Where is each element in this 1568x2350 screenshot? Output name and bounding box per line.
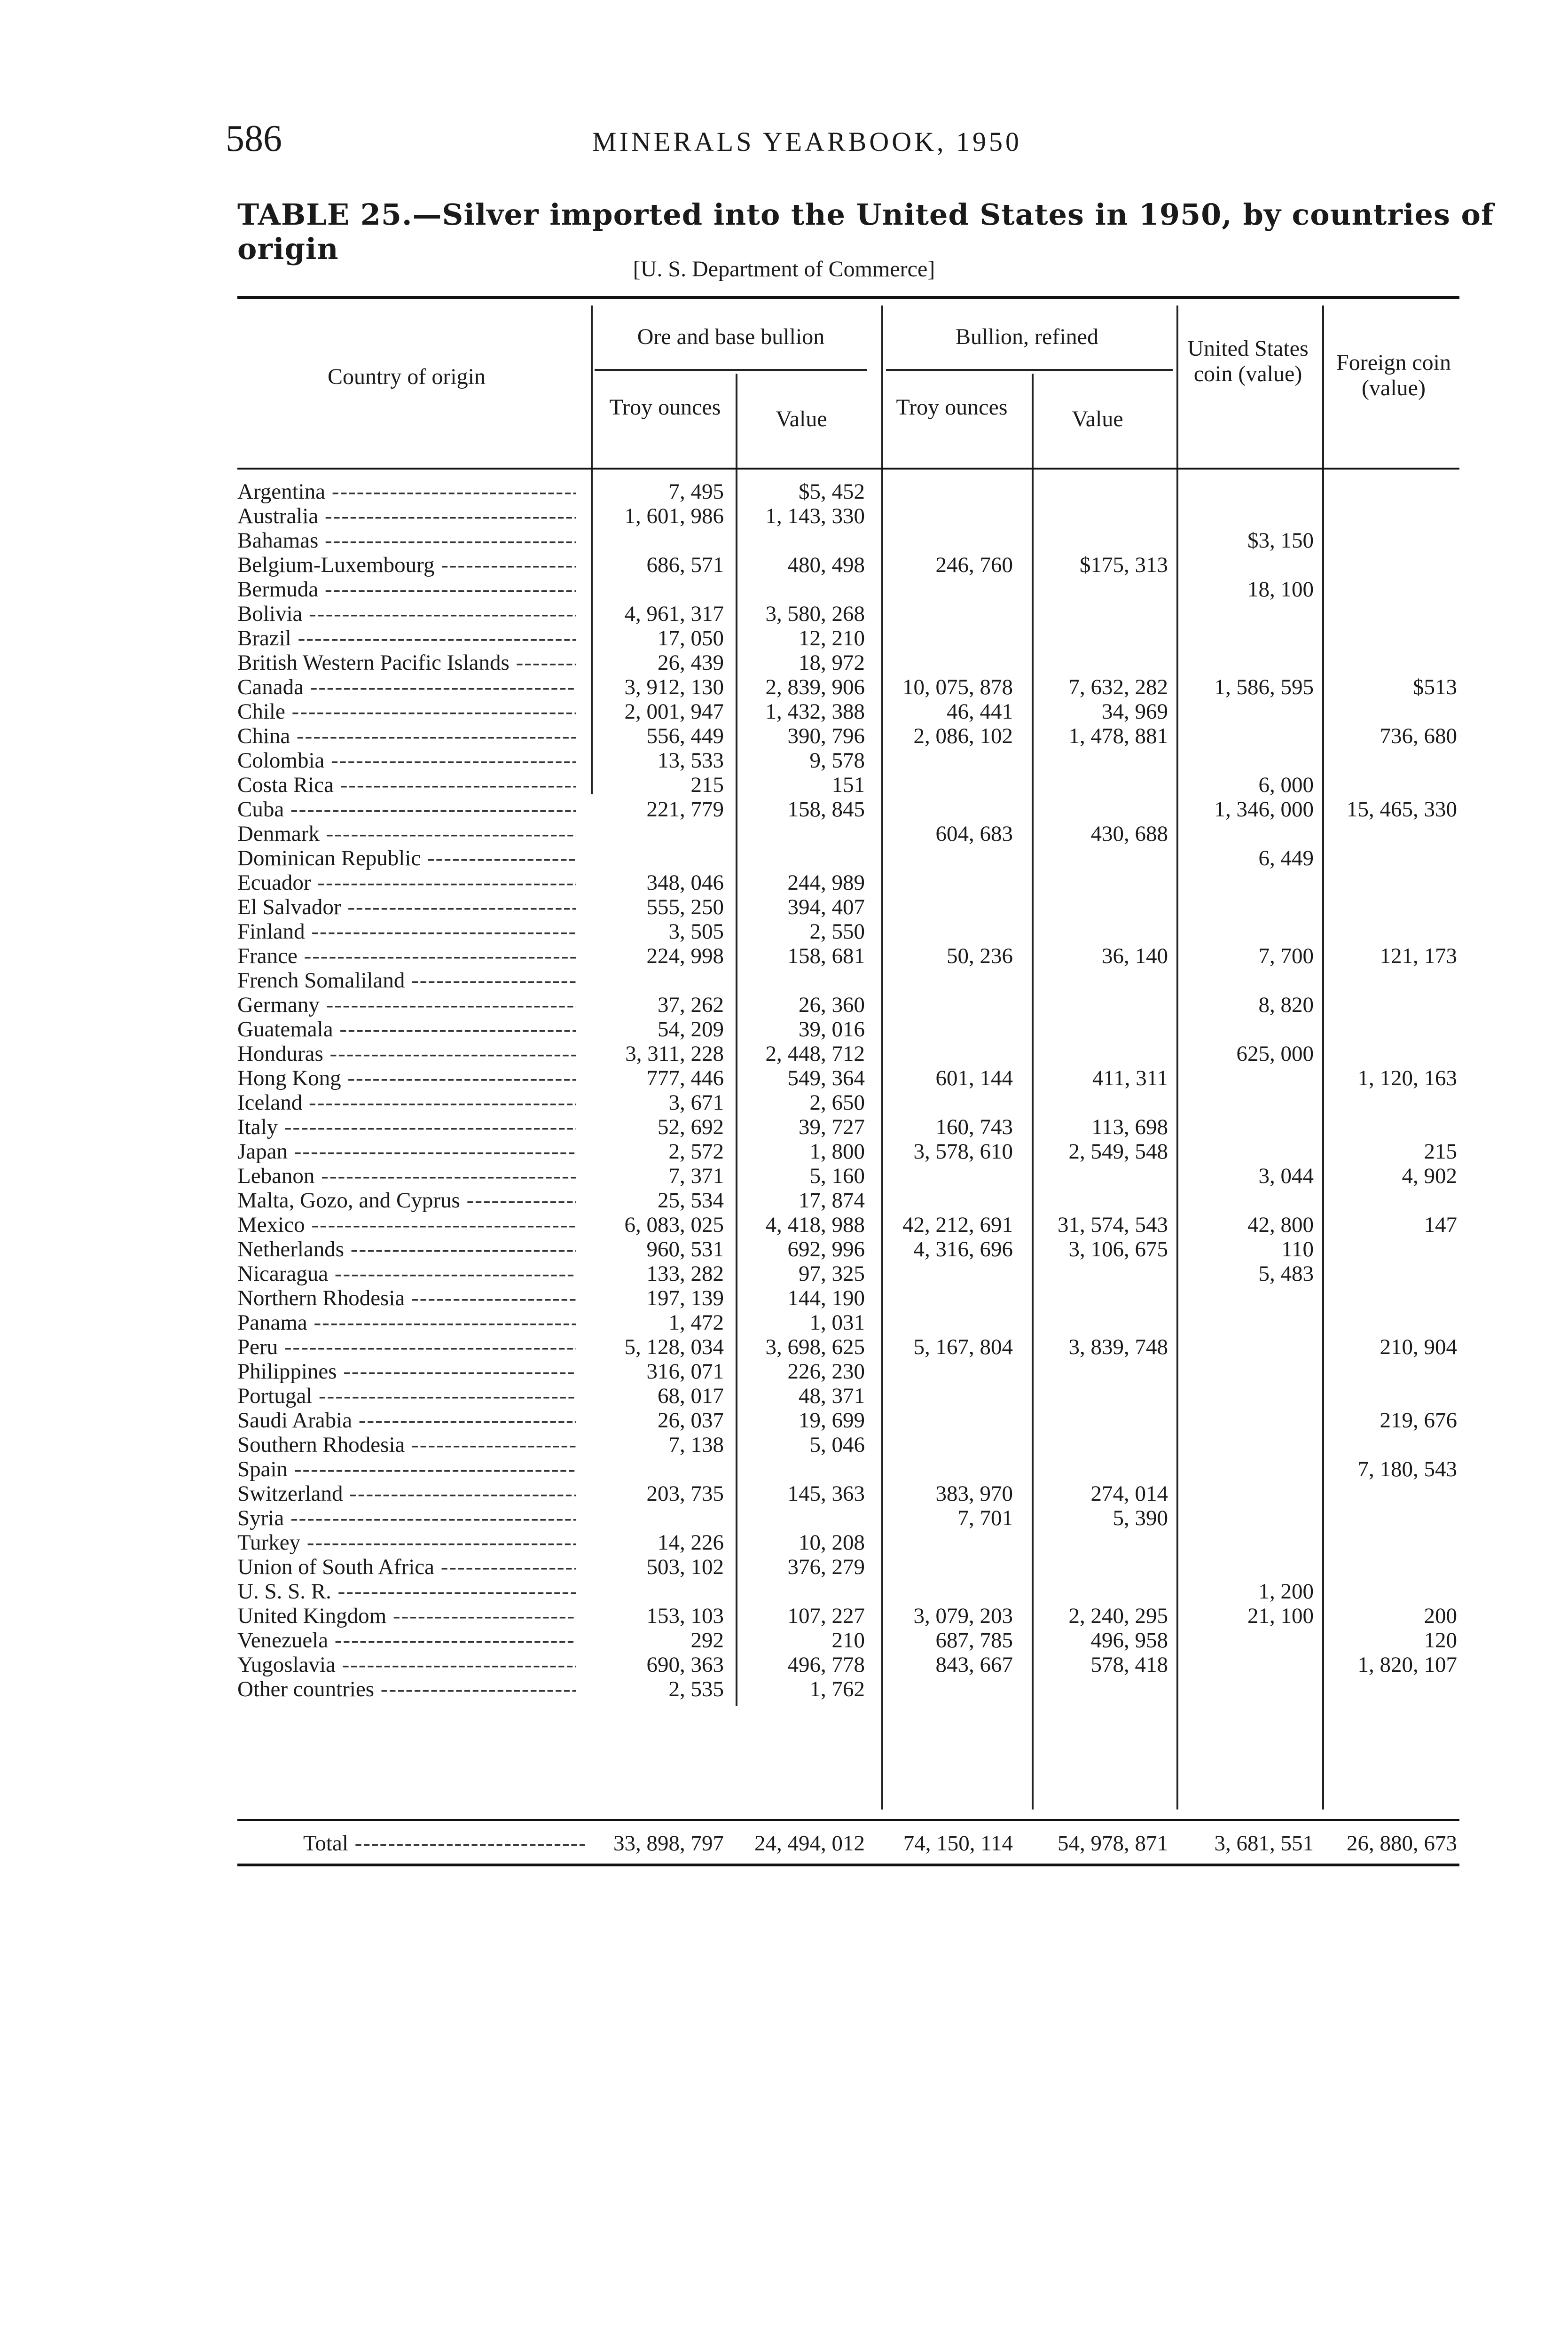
row-bullion-value: 1, 478, 881 [1068, 724, 1168, 748]
row-country: French Somaliland ----- [237, 968, 576, 993]
row-ore-value: 158, 845 [787, 797, 865, 822]
row-ore-value: 226, 230 [787, 1359, 865, 1384]
row-country: Malta, Gozo, and Cyprus ----- [237, 1188, 576, 1213]
row-bullion-value: 578, 418 [1090, 1653, 1168, 1677]
table-row [237, 528, 1459, 553]
row-country: Venezuela ----- [237, 1628, 576, 1653]
row-bullion-value: 31, 574, 543 [1058, 1213, 1168, 1237]
table-title: TABLE 25.—Silver imported into the United States in 1950, by countries of origin [237, 197, 1494, 266]
table-row [237, 577, 1459, 602]
row-ore-value: 26, 360 [799, 993, 865, 1017]
row-ore-value: 2, 650 [809, 1090, 865, 1115]
header-us-coin: United States coin (value) [1187, 336, 1309, 386]
table-row [237, 870, 1459, 895]
row-ore-troy-ounces: 503, 102 [646, 1555, 724, 1579]
row-ore-troy-ounces: 7, 138 [668, 1433, 724, 1457]
row-ore-value: 1, 762 [809, 1677, 865, 1701]
row-ore-troy-ounces: 14, 226 [658, 1530, 724, 1555]
table-row [237, 1604, 1459, 1628]
row-bullion-value: 430, 688 [1090, 822, 1168, 846]
table-row [237, 479, 1459, 504]
row-ore-troy-ounces: 7, 371 [668, 1164, 724, 1188]
row-ore-troy-ounces: 2, 001, 947 [624, 699, 724, 724]
row-ore-troy-ounces: 52, 692 [658, 1115, 724, 1139]
row-foreign-coin: 147 [1424, 1213, 1457, 1237]
table-row [237, 504, 1459, 528]
table-row [237, 1066, 1459, 1090]
row-country: Portugal ----- [237, 1384, 576, 1408]
row-ore-troy-ounces: 37, 262 [658, 993, 724, 1017]
table-row [237, 602, 1459, 626]
row-ore-troy-ounces: 555, 250 [646, 895, 724, 919]
table-row [237, 797, 1459, 822]
row-ore-value: 549, 364 [787, 1066, 865, 1090]
row-ore-value: 394, 407 [787, 895, 865, 919]
row-bullion-troy-ounces: 843, 667 [935, 1653, 1013, 1677]
table-row [237, 846, 1459, 870]
row-country: Bermuda ----- [237, 577, 576, 602]
table-row [237, 968, 1459, 993]
row-ore-troy-ounces: 690, 363 [646, 1653, 724, 1677]
row-foreign-coin: 200 [1424, 1604, 1457, 1628]
total-ore-value: 24, 494, 012 [754, 1831, 865, 1856]
running-title: MINERALS YEARBOOK, 1950 [592, 126, 1022, 157]
row-bullion-value: $175, 313 [1080, 553, 1168, 577]
header-ore-group: Ore and base bullion [637, 324, 825, 349]
table-row [237, 1530, 1459, 1555]
row-country: Denmark ----- [237, 822, 576, 846]
table-row [237, 1359, 1459, 1384]
row-country: France ----- [237, 944, 576, 968]
row-ore-troy-ounces: 3, 311, 228 [625, 1042, 724, 1066]
row-country: Bolivia ----- [237, 602, 576, 626]
row-country: Saudi Arabia ----- [237, 1408, 576, 1433]
row-ore-troy-ounces: 556, 449 [646, 724, 724, 748]
row-ore-value: 210 [831, 1628, 865, 1653]
row-us-coin: 21, 100 [1247, 1604, 1314, 1628]
table-row [237, 1237, 1459, 1261]
row-us-coin: 7, 700 [1258, 944, 1314, 968]
table-row [237, 626, 1459, 650]
row-bullion-troy-ounces: 601, 144 [935, 1066, 1013, 1090]
row-ore-value: 496, 778 [787, 1653, 865, 1677]
table-row [237, 1335, 1459, 1359]
row-bullion-value: 411, 311 [1092, 1066, 1168, 1090]
row-ore-value: 5, 160 [809, 1164, 865, 1188]
row-ore-troy-ounces: 1, 601, 986 [624, 504, 724, 528]
row-ore-value: 144, 190 [787, 1286, 865, 1310]
row-ore-troy-ounces: 215 [690, 773, 724, 797]
row-us-coin: $3, 150 [1247, 528, 1314, 553]
table-row [237, 895, 1459, 919]
row-country: China ----- [237, 724, 576, 748]
row-ore-troy-ounces: 316, 071 [646, 1359, 724, 1384]
row-ore-troy-ounces: 777, 446 [646, 1066, 724, 1090]
row-bullion-value: 274, 014 [1090, 1481, 1168, 1506]
row-country: Hong Kong ----- [237, 1066, 576, 1090]
row-foreign-coin: 4, 902 [1402, 1164, 1457, 1188]
table-row [237, 993, 1459, 1017]
row-country: Guatemala ----- [237, 1017, 576, 1042]
row-ore-value: 48, 371 [799, 1384, 865, 1408]
row-foreign-coin: 1, 820, 107 [1357, 1653, 1457, 1677]
table-row [237, 1042, 1459, 1066]
table-row [237, 699, 1459, 724]
total-us-coin: 3, 681, 551 [1214, 1831, 1314, 1856]
table-row [237, 1628, 1459, 1653]
row-ore-troy-ounces: 224, 998 [646, 944, 724, 968]
row-ore-troy-ounces: 26, 439 [658, 650, 724, 675]
row-ore-troy-ounces: 133, 282 [646, 1261, 724, 1286]
row-bullion-value: 3, 106, 675 [1068, 1237, 1168, 1261]
table-row [237, 773, 1459, 797]
row-country: British Western Pacific Islands ----- [237, 650, 576, 675]
table-row [237, 1115, 1459, 1139]
table-row [237, 1408, 1459, 1433]
table-row [237, 748, 1459, 773]
row-ore-value: 17, 874 [799, 1188, 865, 1213]
total-row [237, 1826, 1459, 1859]
row-ore-troy-ounces: 3, 505 [668, 919, 724, 944]
row-bullion-troy-ounces: 3, 079, 203 [913, 1604, 1013, 1628]
table-row [237, 650, 1459, 675]
row-country: Other countries ----- [237, 1677, 576, 1701]
row-ore-troy-ounces: 3, 912, 130 [624, 675, 724, 699]
row-foreign-coin: 210, 904 [1380, 1335, 1457, 1359]
row-country: Finland ----- [237, 919, 576, 944]
page-number: 586 [226, 118, 282, 159]
row-country: El Salvador ----- [237, 895, 576, 919]
row-country: Philippines ----- [237, 1359, 576, 1384]
row-bullion-troy-ounces: 46, 441 [947, 699, 1013, 724]
row-us-coin: 5, 483 [1258, 1261, 1314, 1286]
row-bullion-value: 3, 839, 748 [1068, 1335, 1168, 1359]
row-ore-value: 1, 432, 388 [765, 699, 865, 724]
row-ore-value: 3, 698, 625 [765, 1335, 865, 1359]
table-body [237, 479, 1459, 1701]
row-us-coin: 1, 586, 595 [1214, 675, 1314, 699]
row-bullion-troy-ounces: 5, 167, 804 [913, 1335, 1013, 1359]
table-row [237, 1261, 1459, 1286]
table-row [237, 1677, 1459, 1701]
row-foreign-coin: 120 [1424, 1628, 1457, 1653]
row-country: Peru ----- [237, 1335, 576, 1359]
row-bullion-value: 2, 240, 295 [1068, 1604, 1168, 1628]
row-us-coin: 110 [1281, 1237, 1314, 1261]
header-ore-troy-ounces: Troy ounces [609, 395, 721, 420]
table-source: [U. S. Department of Commerce] [633, 257, 935, 282]
row-country: Switzerland ----- [237, 1481, 576, 1506]
header-bullion-underline [886, 369, 1173, 371]
row-ore-value: 1, 031 [809, 1310, 865, 1335]
row-country: Southern Rhodesia ----- [237, 1433, 576, 1457]
row-country: Northern Rhodesia ----- [237, 1286, 576, 1310]
row-us-coin: 6, 449 [1258, 846, 1314, 870]
row-ore-troy-ounces: 2, 572 [668, 1139, 724, 1164]
total-bullion-troy-ounces: 74, 150, 114 [903, 1831, 1013, 1856]
row-ore-value: 5, 046 [809, 1433, 865, 1457]
header-foreign-coin: Foreign coin (value) [1336, 350, 1451, 400]
table-row [237, 1090, 1459, 1115]
row-country: Dominican Republic ----- [237, 846, 576, 870]
row-ore-troy-ounces: 6, 083, 025 [624, 1213, 724, 1237]
row-country: Ecuador ----- [237, 870, 576, 895]
row-us-coin: 42, 800 [1247, 1213, 1314, 1237]
table-row [237, 1213, 1459, 1237]
row-ore-troy-ounces: 7, 495 [668, 479, 724, 504]
row-country: Iceland ----- [237, 1090, 576, 1115]
row-us-coin: 8, 820 [1258, 993, 1314, 1017]
row-ore-troy-ounces: 686, 571 [646, 553, 724, 577]
row-bullion-troy-ounces: 7, 701 [957, 1506, 1013, 1530]
row-ore-value: 2, 448, 712 [765, 1042, 865, 1066]
row-country: Spain ----- [237, 1457, 576, 1481]
row-foreign-coin: 7, 180, 543 [1357, 1457, 1457, 1481]
row-ore-troy-ounces: 2, 535 [668, 1677, 724, 1701]
header-country: Country of origin [328, 364, 486, 389]
header-bullion-group: Bullion, refined [956, 324, 1098, 349]
table-row [237, 944, 1459, 968]
row-ore-value: 244, 989 [787, 870, 865, 895]
row-country: Bahamas ----- [237, 528, 576, 553]
table-row [237, 675, 1459, 699]
row-country: Lebanon ----- [237, 1164, 576, 1188]
total-ore-troy-ounces: 33, 898, 797 [613, 1831, 724, 1856]
row-foreign-coin: 736, 680 [1380, 724, 1457, 748]
row-ore-troy-ounces: 4, 961, 317 [624, 602, 724, 626]
row-ore-troy-ounces: 960, 531 [646, 1237, 724, 1261]
table-row [237, 822, 1459, 846]
row-country: Nicaragua ----- [237, 1261, 576, 1286]
row-bullion-troy-ounces: 383, 970 [935, 1481, 1013, 1506]
row-ore-value: 145, 363 [787, 1481, 865, 1506]
row-country: Australia ----- [237, 504, 576, 528]
row-country: Turkey ----- [237, 1530, 576, 1555]
row-bullion-value: 113, 698 [1091, 1115, 1168, 1139]
table-row [237, 1457, 1459, 1481]
row-foreign-coin: 1, 120, 163 [1357, 1066, 1457, 1090]
row-bullion-value: 2, 549, 548 [1068, 1139, 1168, 1164]
table-row [237, 724, 1459, 748]
row-bullion-troy-ounces: 42, 212, 691 [902, 1213, 1013, 1237]
row-bullion-value: 5, 390 [1113, 1506, 1168, 1530]
row-country: Netherlands ----- [237, 1237, 576, 1261]
row-bullion-value: 7, 632, 282 [1068, 675, 1168, 699]
row-ore-value: 376, 279 [787, 1555, 865, 1579]
row-bullion-troy-ounces: 3, 578, 610 [913, 1139, 1013, 1164]
row-ore-value: 692, 996 [787, 1237, 865, 1261]
row-ore-value: 151 [831, 773, 865, 797]
row-us-coin: 1, 346, 000 [1214, 797, 1314, 822]
row-ore-value: 10, 208 [799, 1530, 865, 1555]
row-country: Yugoslavia ----- [237, 1653, 576, 1677]
row-bullion-troy-ounces: 246, 760 [935, 553, 1013, 577]
row-foreign-coin: 121, 173 [1380, 944, 1457, 968]
row-ore-value: $5, 452 [799, 479, 865, 504]
row-ore-troy-ounces: 221, 779 [646, 797, 724, 822]
row-country: Italy ----- [237, 1115, 576, 1139]
row-country: Colombia ----- [237, 748, 576, 773]
row-country: Honduras ----- [237, 1042, 576, 1066]
total-label: Total ----- [303, 1831, 585, 1856]
table-top-rule [237, 296, 1459, 299]
row-country: Canada ----- [237, 675, 576, 699]
table-row [237, 1481, 1459, 1506]
total-foreign-coin: 26, 880, 673 [1347, 1831, 1457, 1856]
row-country: Belgium-Luxembourg ----- [237, 553, 576, 577]
row-us-coin: 18, 100 [1247, 577, 1314, 602]
row-foreign-coin: 215 [1424, 1139, 1457, 1164]
row-ore-value: 2, 839, 906 [765, 675, 865, 699]
row-ore-troy-ounces: 1, 472 [668, 1310, 724, 1335]
row-ore-value: 107, 227 [787, 1604, 865, 1628]
row-ore-troy-ounces: 3, 671 [668, 1090, 724, 1115]
total-bullion-value: 54, 978, 871 [1058, 1831, 1168, 1856]
row-ore-value: 97, 325 [799, 1261, 865, 1286]
table-row [237, 1555, 1459, 1579]
row-ore-troy-ounces: 25, 534 [658, 1188, 724, 1213]
row-ore-troy-ounces: 153, 103 [646, 1604, 724, 1628]
table-row [237, 1017, 1459, 1042]
row-bullion-troy-ounces: 2, 086, 102 [913, 724, 1013, 748]
row-bullion-value: 496, 958 [1090, 1628, 1168, 1653]
header-ore-underline [595, 369, 867, 371]
header-bullion-troy-ounces: Troy ounces [896, 395, 1008, 420]
row-country: Costa Rica ----- [237, 773, 576, 797]
row-ore-value: 1, 143, 330 [765, 504, 865, 528]
row-us-coin: 6, 000 [1258, 773, 1314, 797]
table-row [237, 1433, 1459, 1457]
row-ore-value: 3, 580, 268 [765, 602, 865, 626]
row-ore-troy-ounces: 197, 139 [646, 1286, 724, 1310]
row-us-coin: 625, 000 [1236, 1042, 1314, 1066]
row-foreign-coin: 15, 465, 330 [1347, 797, 1457, 822]
row-country: Argentina ----- [237, 479, 576, 504]
row-ore-troy-ounces: 5, 128, 034 [624, 1335, 724, 1359]
row-country: Brazil ----- [237, 626, 576, 650]
row-ore-value: 12, 210 [799, 626, 865, 650]
row-ore-troy-ounces: 54, 209 [658, 1017, 724, 1042]
header-ore-value: Value [776, 407, 827, 431]
row-ore-troy-ounces: 13, 533 [658, 748, 724, 773]
table-bottom-rule [237, 1864, 1459, 1866]
table-row [237, 1286, 1459, 1310]
row-country: Cuba ----- [237, 797, 576, 822]
row-ore-value: 4, 418, 988 [765, 1213, 865, 1237]
row-ore-troy-ounces: 348, 046 [646, 870, 724, 895]
row-bullion-troy-ounces: 4, 316, 696 [913, 1237, 1013, 1261]
row-country: Japan ----- [237, 1139, 576, 1164]
row-country: Mexico ----- [237, 1213, 576, 1237]
table-row [237, 1164, 1459, 1188]
row-bullion-troy-ounces: 10, 075, 878 [902, 675, 1013, 699]
table-row [237, 1139, 1459, 1164]
row-country: Germany ----- [237, 993, 576, 1017]
table-row [237, 1579, 1459, 1604]
row-bullion-value: 34, 969 [1102, 699, 1168, 724]
row-bullion-value: 36, 140 [1102, 944, 1168, 968]
row-us-coin: 1, 200 [1258, 1579, 1314, 1604]
row-ore-troy-ounces: 203, 735 [646, 1481, 724, 1506]
total-top-rule [237, 1819, 1459, 1821]
row-ore-value: 390, 796 [787, 724, 865, 748]
row-ore-value: 158, 681 [787, 944, 865, 968]
row-ore-troy-ounces: 292 [690, 1628, 724, 1653]
header-bottom-rule [237, 468, 1459, 470]
row-bullion-troy-ounces: 604, 683 [935, 822, 1013, 846]
row-us-coin: 3, 044 [1258, 1164, 1314, 1188]
row-ore-value: 480, 498 [787, 553, 865, 577]
row-ore-value: 39, 016 [799, 1017, 865, 1042]
row-ore-value: 19, 699 [799, 1408, 865, 1433]
row-bullion-troy-ounces: 50, 236 [947, 944, 1013, 968]
row-country: U. S. S. R. ----- [237, 1579, 576, 1604]
page-header [226, 118, 1495, 174]
row-ore-value: 2, 550 [809, 919, 865, 944]
table-row [237, 1653, 1459, 1677]
row-country: United Kingdom ----- [237, 1604, 576, 1628]
row-bullion-troy-ounces: 687, 785 [935, 1628, 1013, 1653]
row-country: Union of South Africa ----- [237, 1555, 576, 1579]
table-row [237, 1188, 1459, 1213]
table-row [237, 1384, 1459, 1408]
row-bullion-troy-ounces: 160, 743 [935, 1115, 1013, 1139]
row-country: Panama ----- [237, 1310, 576, 1335]
table-row [237, 1506, 1459, 1530]
row-foreign-coin: $513 [1413, 675, 1457, 699]
row-ore-value: 39, 727 [799, 1115, 865, 1139]
table-row [237, 1310, 1459, 1335]
row-ore-value: 1, 800 [809, 1139, 865, 1164]
row-ore-troy-ounces: 68, 017 [658, 1384, 724, 1408]
table-row [237, 553, 1459, 577]
table-row [237, 919, 1459, 944]
row-ore-value: 9, 578 [809, 748, 865, 773]
row-foreign-coin: 219, 676 [1380, 1408, 1457, 1433]
header-bullion-value: Value [1072, 407, 1123, 431]
row-ore-troy-ounces: 17, 050 [658, 626, 724, 650]
row-country: Syria ----- [237, 1506, 576, 1530]
row-country: Chile ----- [237, 699, 576, 724]
row-ore-troy-ounces: 26, 037 [658, 1408, 724, 1433]
row-ore-value: 18, 972 [799, 650, 865, 675]
